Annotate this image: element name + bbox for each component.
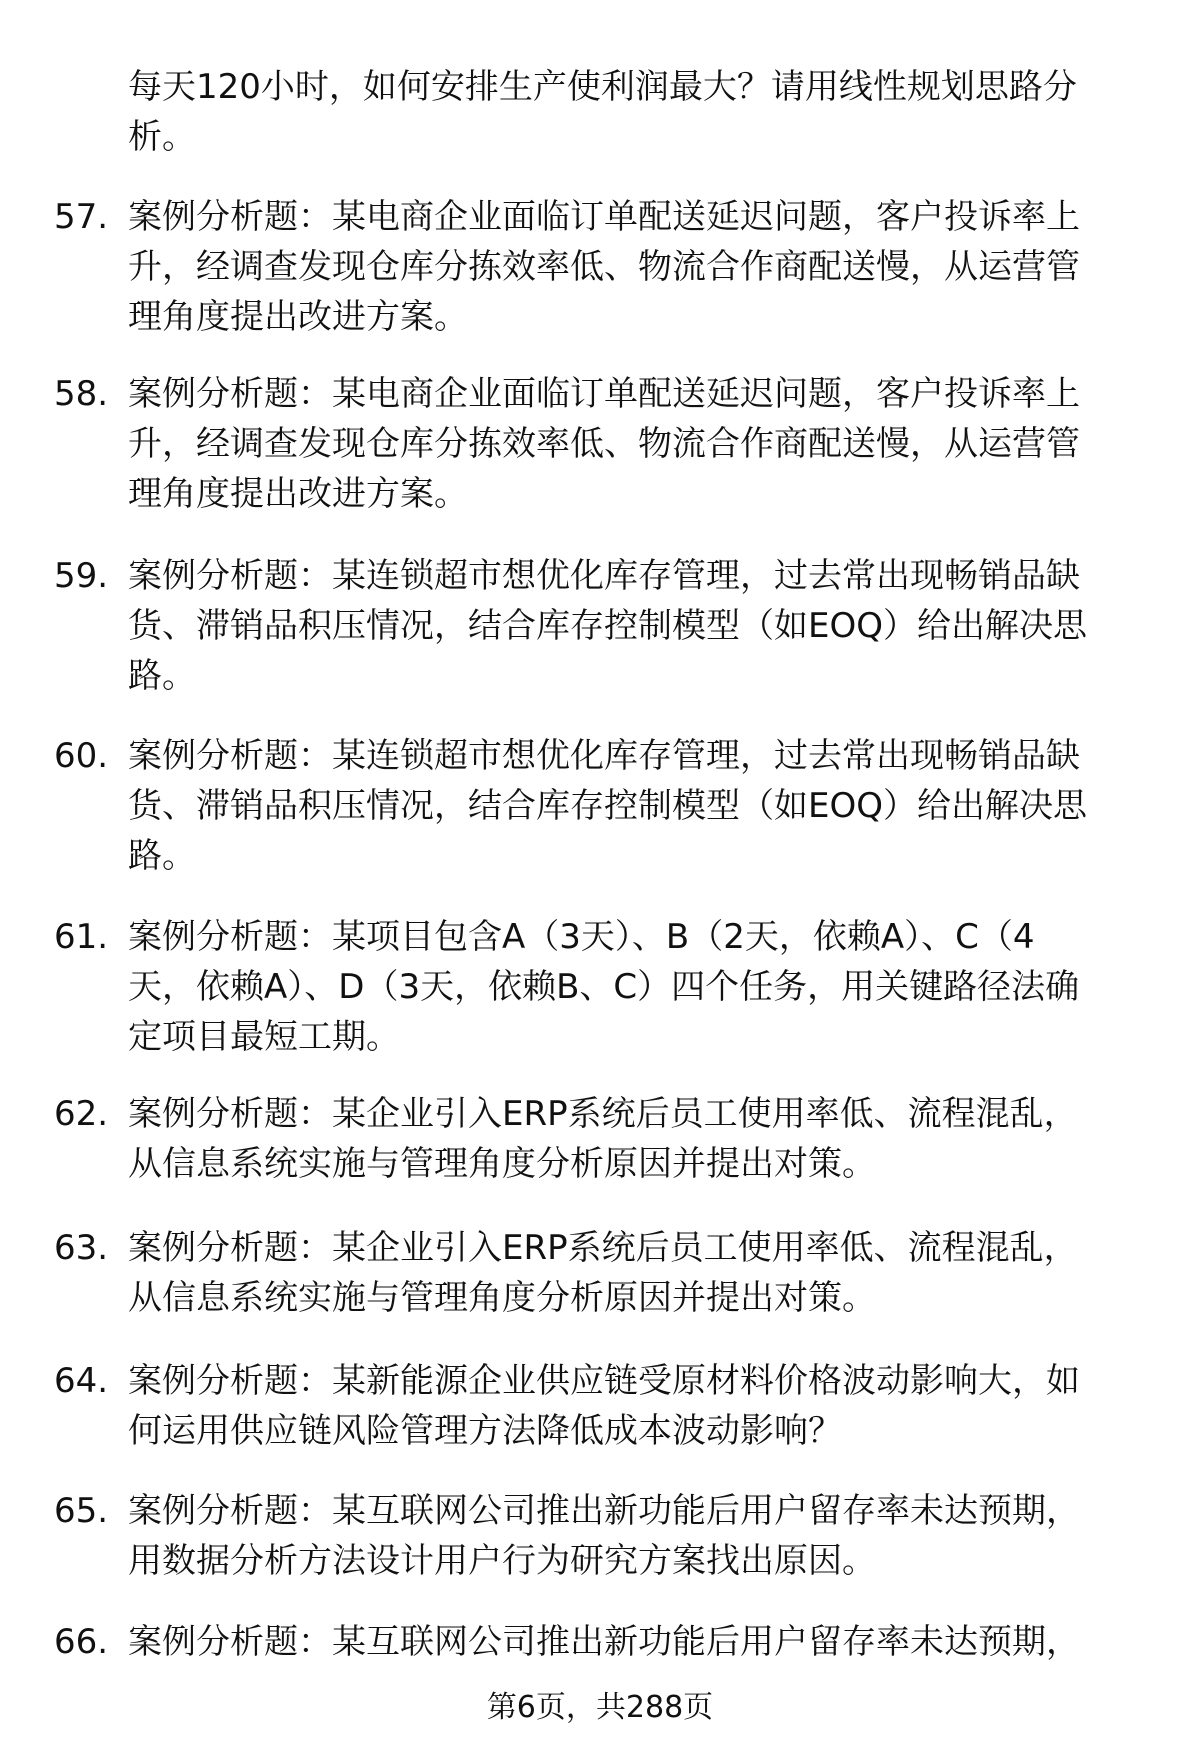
question-number: 64. bbox=[54, 1361, 109, 1401]
question-text-line: 货、滞销品积压情况，结合库存控制模型（如EOQ）给出解决思 bbox=[128, 606, 1088, 646]
question-number: 61. bbox=[54, 917, 109, 957]
question-text-line: 案例分析题：某连锁超市想优化库存管理，过去常出现畅销品缺 bbox=[128, 736, 1080, 776]
page-footer: 第6页，共288页 bbox=[486, 1690, 714, 1725]
question-text-line: 案例分析题：某企业引入ERP系统后员工使用率低、流程混乱， bbox=[128, 1228, 1078, 1268]
question-text-line: 天，依赖A）、D（3天，依赖B、C）四个任务，用关键路径法确 bbox=[128, 967, 1080, 1007]
question-text-line: 理角度提出改进方案。 bbox=[128, 297, 468, 337]
question-text-line: 案例分析题：某电商企业面临订单配送延迟问题，客户投诉率上 bbox=[128, 197, 1080, 237]
question-text-line: 从信息系统实施与管理角度分析原因并提出对策。 bbox=[128, 1278, 876, 1318]
question-text-line: 路。 bbox=[128, 836, 196, 876]
question-number: 62. bbox=[54, 1094, 109, 1134]
question-text-line: 案例分析题：某新能源企业供应链受原材料价格波动影响大，如 bbox=[128, 1361, 1080, 1401]
question-text-line: 案例分析题：某互联网公司推出新功能后用户留存率未达预期， bbox=[128, 1622, 1080, 1662]
question-text-line: 案例分析题：某连锁超市想优化库存管理，过去常出现畅销品缺 bbox=[128, 556, 1080, 596]
question-text-line: 路。 bbox=[128, 656, 196, 696]
question-text-line: 案例分析题：某电商企业面临订单配送延迟问题，客户投诉率上 bbox=[128, 374, 1080, 414]
question-text-line: 理角度提出改进方案。 bbox=[128, 474, 468, 514]
question-number: 66. bbox=[54, 1622, 109, 1662]
question-text-line: 用数据分析方法设计用户行为研究方案找出原因。 bbox=[128, 1541, 876, 1581]
question-number: 60. bbox=[54, 736, 109, 776]
question-text-line: 何运用供应链风险管理方法降低成本波动影响？ bbox=[128, 1411, 842, 1451]
text-line: 每天120小时，如何安排生产使利润最大？请用线性规划思路分 bbox=[128, 67, 1077, 107]
question-number: 65. bbox=[54, 1491, 109, 1531]
question-number: 63. bbox=[54, 1228, 109, 1268]
question-number: 59. bbox=[54, 556, 109, 596]
question-text-line: 升，经调查发现仓库分拣效率低、物流合作商配送慢，从运营管 bbox=[128, 247, 1080, 287]
question-number: 57. bbox=[54, 197, 109, 237]
question-text-line: 从信息系统实施与管理角度分析原因并提出对策。 bbox=[128, 1144, 876, 1184]
question-text-line: 案例分析题：某项目包含A（3天）、B（2天，依赖A）、C（4 bbox=[128, 917, 1035, 957]
question-number: 58. bbox=[54, 374, 109, 414]
question-text-line: 案例分析题：某互联网公司推出新功能后用户留存率未达预期， bbox=[128, 1491, 1080, 1531]
question-text-line: 升，经调查发现仓库分拣效率低、物流合作商配送慢，从运营管 bbox=[128, 424, 1080, 464]
question-text-line: 货、滞销品积压情况，结合库存控制模型（如EOQ）给出解决思 bbox=[128, 786, 1088, 826]
question-text-line: 案例分析题：某企业引入ERP系统后员工使用率低、流程混乱， bbox=[128, 1094, 1078, 1134]
text-line: 析。 bbox=[128, 117, 196, 157]
question-text-line: 定项目最短工期。 bbox=[128, 1017, 400, 1057]
